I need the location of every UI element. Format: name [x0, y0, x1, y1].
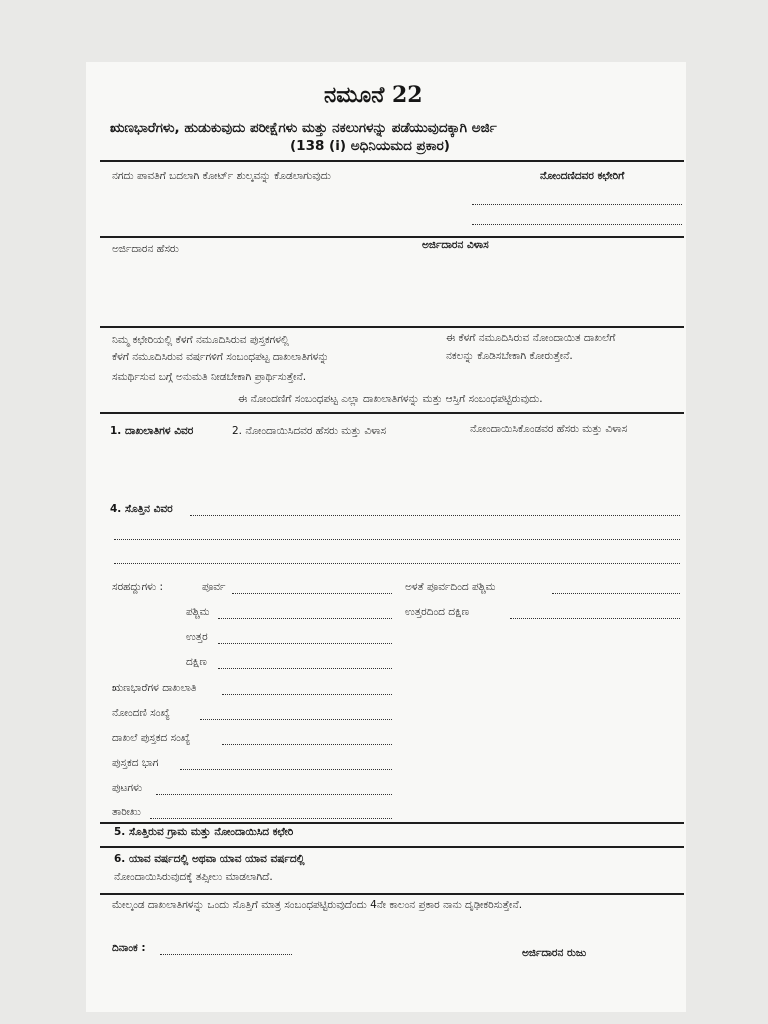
- request-text: ನಕಲನ್ನು ಕೊಡಿಸಬೇಕಾಗಿ ಕೋರುತ್ತೇನೆ.: [446, 350, 573, 362]
- encumbrance-label: ಋಣಭಾರೆಗಳ ದಾಖಲಾತಿ: [112, 682, 197, 694]
- pages-field[interactable]: [156, 794, 392, 795]
- divider: [100, 326, 684, 328]
- request-text: ಈ ಕೆಳಗೆ ನಮೂದಿಸಿರುವ ನೋಂದಾಯಿತ ದಾಖಲೆಗೆ: [446, 332, 616, 344]
- measurement-east-west-field[interactable]: [552, 593, 680, 594]
- boundary-east-label: ಪೂರ್ವ: [202, 581, 226, 593]
- pages-label: ಪುಟಗಳು: [112, 782, 143, 794]
- request-text: ಕೆಳಗೆ ನಮೂದಿಸಿರುವ ವರ್ಷಗಳಿಗೆ ಸಂಬಂಧಪಟ್ಟ ದಾಖಲಾತಿಗಳನ್ನು: [112, 351, 329, 363]
- date-field[interactable]: [160, 954, 292, 955]
- property-details-label: 4. ಸೊತ್ತಿನ ವಿವರ: [110, 503, 173, 515]
- applicant-address-label: ಅರ್ಜಿದಾರನ ವಿಳಾಸ: [422, 239, 489, 251]
- date-detail-field[interactable]: [150, 818, 392, 819]
- divider: [100, 822, 684, 824]
- book-number-field[interactable]: [222, 744, 392, 745]
- applicant-name-label: ಅರ್ಜಿದಾರನ ಹೆಸರು: [112, 243, 179, 255]
- form-act-reference: (138 (i) ಅಧಿನಿಯಮದ ಪ್ರಕಾರ): [290, 138, 450, 154]
- boundary-south-field[interactable]: [218, 668, 392, 669]
- measurement-east-west-label: ಅಳತೆ ಪೂರ್ವದಿಂದ ಪಶ್ಚಿಮ: [405, 581, 496, 593]
- office-field-line[interactable]: [472, 204, 682, 205]
- property-details-line[interactable]: [114, 539, 680, 540]
- registration-years-label: 6. ಯಾವ ವರ್ಷದಲ್ಲಿ ಅಥವಾ ಯಾವ ಯಾವ ವರ್ಷದಲ್ಲಿ: [114, 853, 305, 865]
- boundary-south-label: ದಕ್ಷಿಣ: [186, 656, 207, 668]
- measurement-north-south-label: ಉತ್ತರದಿಂದ ದಕ್ಷಿಣ: [405, 606, 470, 618]
- request-text: ಸಮರ್ಥಿಸುವ ಬಗ್ಗೆ ಅನುಮತಿ ನೀಡಬೇಕಾಗಿ ಪ್ರಾರ್ಥಿಸುತ್ತೇನೆ.: [112, 371, 307, 383]
- registration-number-label: ನೋಂದಣಿ ಸಂಖ್ಯೆ: [112, 707, 170, 719]
- request-text: ಈ ನೋಂದಣಿಗೆ ಸಂಬಂಧಪಟ್ಟ ಎಲ್ಲಾ ದಾಖಲಾತಿಗಳನ್ನು ಮತ್ತು ಆಸ್ತಿಗೆ ಸಂಬಂಧಪಟ್ಟಿರುವುದು.: [238, 393, 543, 405]
- measurement-north-south-field[interactable]: [510, 618, 680, 619]
- boundary-north-field[interactable]: [218, 643, 392, 644]
- book-number-label: ದಾಖಲೆ ಪುಸ್ತಕದ ಸಂಖ್ಯೆ: [112, 732, 191, 744]
- boundary-east-field[interactable]: [232, 593, 392, 594]
- divider: [100, 160, 684, 162]
- divider: [100, 236, 684, 238]
- office-field-line[interactable]: [472, 224, 682, 225]
- date-detail-label: ತಾರೀಖು: [112, 806, 141, 818]
- boundary-west-label: ಪಶ್ಚಿಮ: [186, 606, 210, 618]
- book-part-label: ಪುಸ್ತಕದ ಭಾಗ: [112, 757, 159, 769]
- property-details-line[interactable]: [190, 515, 680, 516]
- registration-number-field[interactable]: [200, 719, 392, 720]
- boundaries-label: ಸರಹದ್ದುಗಳು :: [112, 581, 164, 593]
- declaration-text: ಮೇಲ್ಕಂಡ ದಾಖಲಾತಿಗಳನ್ನು ಒಂದು ಸೊತ್ತಿಗೆ ಮಾತ್ರ ಸಂಬಂಧಪಟ್ಟಿರುವುದೆಂದು 4ನೇ ಕಾಲಂನ ಪ್ರಕಾರ ನಾನು ದೃಢೀಕರಿಸುತ್ತೇನೆ.: [112, 899, 523, 911]
- encumbrance-field[interactable]: [222, 694, 392, 695]
- form-title: ನಮೂನೆ 22: [324, 82, 423, 108]
- column-header-documents: 1. ದಾಖಲಾತಿಗಳ ವಿವರ: [110, 425, 194, 437]
- signature-label: ಅರ್ಜಿದಾರನ ರುಜು: [522, 947, 587, 959]
- column-header-registered-party: ನೋಂದಾಯಿಸಿಕೊಂಡವರ ಹೆಸರು ಮತ್ತು ವಿಳಾಸ: [470, 423, 628, 435]
- date-label: ದಿನಾಂಕ :: [112, 942, 146, 954]
- divider: [100, 846, 684, 848]
- request-text: ನಿಮ್ಮ ಕಛೇರಿಯಲ್ಲಿ ಕೆಳಗೆ ನಮೂದಿಸಿರುವ ಪುಸ್ತಕಗಳಲ್ಲಿ: [112, 334, 289, 346]
- divider: [100, 893, 684, 895]
- office-label: ನೋಂದಣಿದವರ ಕಛೇರಿಗೆ: [540, 170, 625, 182]
- boundary-west-field[interactable]: [218, 618, 392, 619]
- registration-years-note: ನೋಂದಾಯಿಸಿರುವುದಕ್ಕೆ ತಪ್ಸೀಲು ಮಾಡಲಾಗಿದೆ.: [114, 871, 273, 883]
- village-office-label: 5. ಸೊತ್ತಿರುವ ಗ್ರಾಮ ಮತ್ತು ನೋಂದಾಯಿಸಿದ ಕಛೇರಿ: [114, 826, 294, 838]
- book-part-field[interactable]: [180, 769, 392, 770]
- boundary-north-label: ಉತ್ತರ: [186, 631, 208, 643]
- property-details-line[interactable]: [114, 563, 680, 564]
- court-fee-note: ನಗದು ಪಾವತಿಗೆ ಬದಲಾಗಿ ಕೋರ್ಟ್ ಶುಲ್ಕವನ್ನು ಕೊಡಲಾಗುವುದು: [112, 170, 331, 182]
- form-subtitle: ಋಣಭಾರೆಗಳು, ಹುಡುಕುವುದು ಪರೀಕ್ಷೆಗಳು ಮತ್ತು ನಕಲುಗಳನ್ನು ಪಡೆಯುವುದಕ್ಕಾಗಿ ಅರ್ಜಿ: [110, 120, 497, 136]
- divider: [100, 412, 684, 414]
- column-header-registrant: 2. ನೋಂದಾಯಿಸಿದವರ ಹೆಸರು ಮತ್ತು ವಿಳಾಸ: [232, 425, 387, 437]
